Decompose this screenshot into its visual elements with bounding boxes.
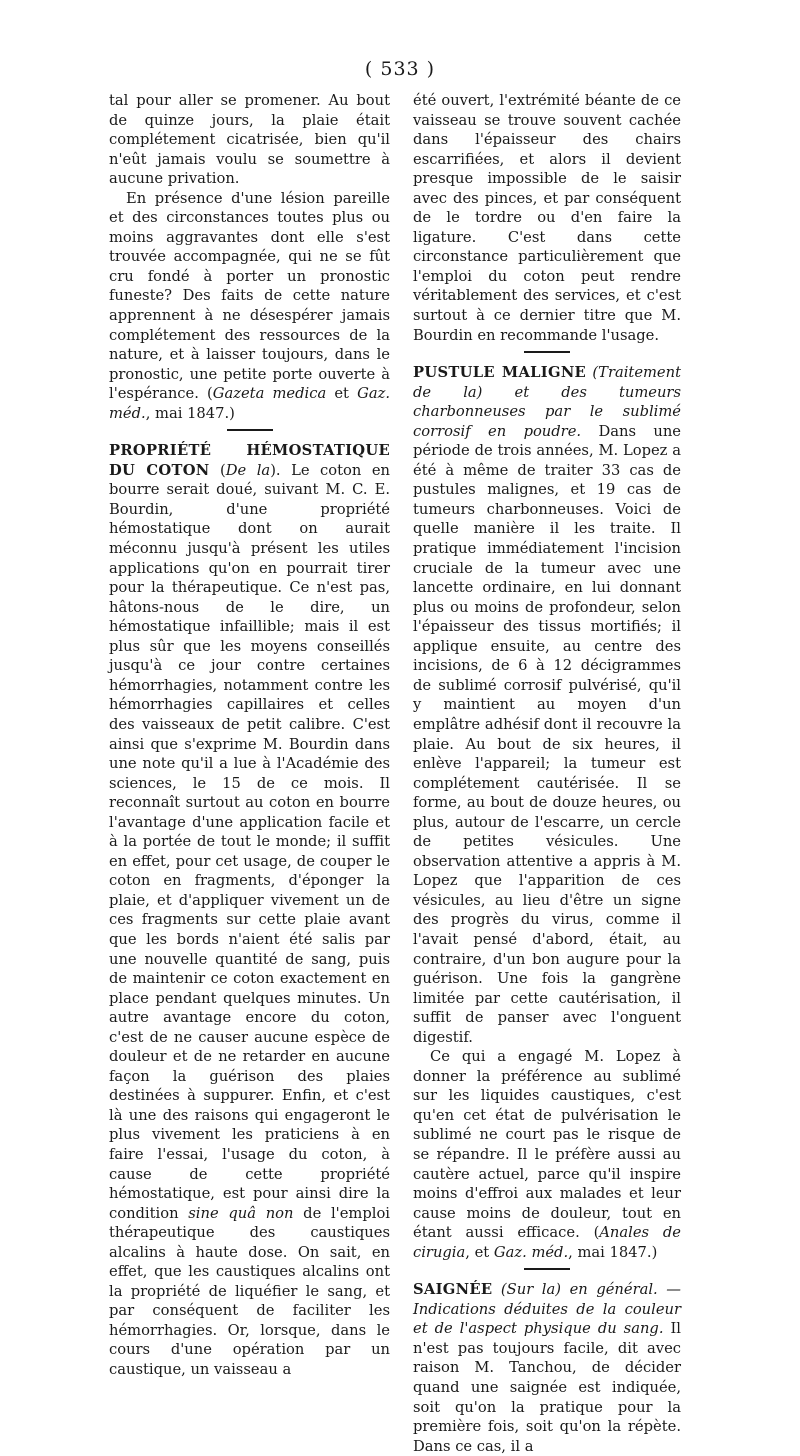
citation-source: Anales de cirugia: [413, 1224, 681, 1261]
heading-paren-close: ).: [270, 461, 281, 479]
article-hemostatic-cotton: [109, 441, 390, 1379]
left-column: [109, 91, 390, 1380]
article-body: Dans une période de trois années, M. Lopez a été à même de traiter 33 cas de pustules malignes, et 19 cas de tumeurs charbonneuses. Voici de quelle manière il les traite. Il pratique immédiatement l'incision cruciale de la tumeur avec une lancette ordinaire, en lui donnant plus ou moins de profondeur, selon l'épaisseur des tissus mortifiés; il applique ensuite, au centre des incisions, de 6 à 12 décigrammes de sublimé corrosif pulvérisé, qu'il y maintient au moyen d'un emplâtre adhésif dont il recouvre la plaie. Au bout de six heures, il enlève l'appareil; la tumeur est complétement cautérisée. Il se forme, au bout de douze heures, ou plus, autour de l'escarre, un cercle de petites vésicules. Une observation attentive a appris à M. Lopez que l'apparition de ces vésicules, au lieu d'être un signe des progrès du virus, comme il l'avait pensé d'abord, était, au contraire, d'un bon augure pour la guérison. Une fois la gangrène limitée par cette cautérisation, il suffit de panser avec l'onguent digestif.: [413, 422, 681, 1046]
preference-text: Ce qui a engagé M. Lopez à donner la préférence au sublimé sur les liquides caustiques, c'est qu'en cet état de pulvérisation le sublimé ne court pas le risque de se répandre. Il le préfère aussi au cautère actuel, parce qu'il inspire moins d'effroi aux malades et leur cause moins de douleur, tout en étant aussi efficace. (: [413, 1048, 681, 1242]
article-heading: PUSTULE MALIGNE: [413, 364, 587, 382]
citation-source-2: Gaz. méd.: [109, 385, 391, 422]
heading-paren-open: (: [209, 461, 226, 479]
article-subheading: De la: [225, 461, 271, 479]
citation-source: Gazeta medica: [212, 385, 327, 403]
article-body-continued: de l'emploi thérapeutique des caustiques alcalins à haute dose. On sait, en effet, que les caustiques alcalins ont la propriété de liquéfier le sang, et par conséquent de faciliter les hémorrhagies. Or, lorsque, dans le cours d'une opération par un caustique, un vaisseau a: [109, 1204, 390, 1378]
article-separator: [524, 351, 570, 353]
article-pustule-maligne: [413, 363, 681, 1047]
paragraph-lopez-preference: [413, 1047, 681, 1262]
article-separator: [227, 429, 273, 431]
paragraph-continued: été ouvert, l'extrémité béante de ce vaisseau se trouve souvent cachée dans l'épaisseur des chairs escarrifiées, et alors il devient presque impossible de le saisir avec des pinces, et par conséquent de le tordre ou d'en faire la ligature. C'est dans cette circonstance particulièrement que l'emploi du coton peut rendre véritablement des services, et c'est surtout à ce dernier titre que M. Bourdin en recommande l'usage.: [413, 92, 681, 344]
paragraph-end-of-case: tal pour aller se promener. Au bout de quinze jours, la plaie était complétement cicatrisée, bien qu'il n'eût jamais voulu se soumettre à aucune privation.: [109, 92, 390, 188]
citation-source-2: Gaz. méd.: [493, 1243, 569, 1261]
article-heading: PROPRIÉTÉ HÉMOSTATIQUE DU COTON: [109, 442, 390, 479]
article-body: Le coton en bourre serait doué, suivant M. C. E. Bourdin, d'une propriété hémostatique dont on aurait méconnu jusqu'à présent les utiles applications qu'on en pourrait tirer pour la thérapeutique. Ce n'est pas, hâtons-nous de le dire, un hémostatique infaillible; mais il est plus sûr que les moyens conseillés jusqu'à ce jour contre certaines hémorrhagies, notamment contre les hémorrhagies capillaires et celles des vaisseaux de petit calibre. C'est ainsi que s'exprime M. Bourdin dans une note qu'il a lue à l'Académie des sciences, le 15 de ce mois. Il reconnaît surtout au coton en bourre l'avantage d'une application facile et à la portée de tout le monde; il suffit en effet, pour cet usage, de couper le coton en fragments, d'éponger la plaie, et d'appliquer vivement un de ces fragments sur cette plaie avant que les bords n'aient été salis par une nouvelle quantité de sang, puis de maintenir ce coton exactement en place pendant quelques minutes. Un autre avantage encore du coton, c'est de ne causer aucune espèce de douleur et de ne retarder en aucune façon la guérison des plaies destinées à suppurer. Enfin, et c'est là une des raisons qui engageront le plus vivement les praticiens à en faire l'essai, l'usage du coton, à cause de cette propriété hémostatique, est pour ainsi dire la condition: [109, 461, 390, 1222]
citation-date: , mai 1847.): [145, 404, 235, 422]
article-body: Il n'est pas toujours facile, dit avec raison M. Tanchou, de décider quand une saignée est indiquée, soit qu'on la pratique pour la première fois, soit qu'on la répète. Dans ce cas, il a: [413, 1320, 682, 1455]
page-number: ( 533 ): [364, 58, 436, 80]
article-subheading: (Traitement de la) et des tumeurs charbonneuses par le sublimé corrosif en poudre.: [413, 364, 681, 440]
article-heading: SAIGNÉE: [413, 1281, 493, 1299]
article-saignee: [413, 1280, 681, 1456]
latin-phrase: sine quâ non: [188, 1204, 294, 1222]
article-subheading: (Sur la) en général. — Indications déduites de la couleur et de l'aspect physique du sang.: [413, 1281, 681, 1338]
paragraph-prognosis: [109, 189, 390, 424]
citation-connector: , et: [465, 1243, 494, 1261]
prognosis-text: En présence d'une lésion pareille et des circonstances toutes plus ou moins aggravantes dont elle s'est trouvée accompagnée, qui ne se fût cru fondé à porter un pronostic funeste? Des faits de cette nature apprennent à ne désespérer jamais complétement des ressources de la nature, et à laisser toujours, dans le pronostic, une petite porte ouverte à l'espérance. (: [109, 189, 390, 403]
right-column: [413, 91, 681, 1456]
citation-date: , mai 1847.): [568, 1243, 658, 1261]
citation-connector: et: [326, 385, 358, 403]
article-separator: [524, 1268, 570, 1270]
